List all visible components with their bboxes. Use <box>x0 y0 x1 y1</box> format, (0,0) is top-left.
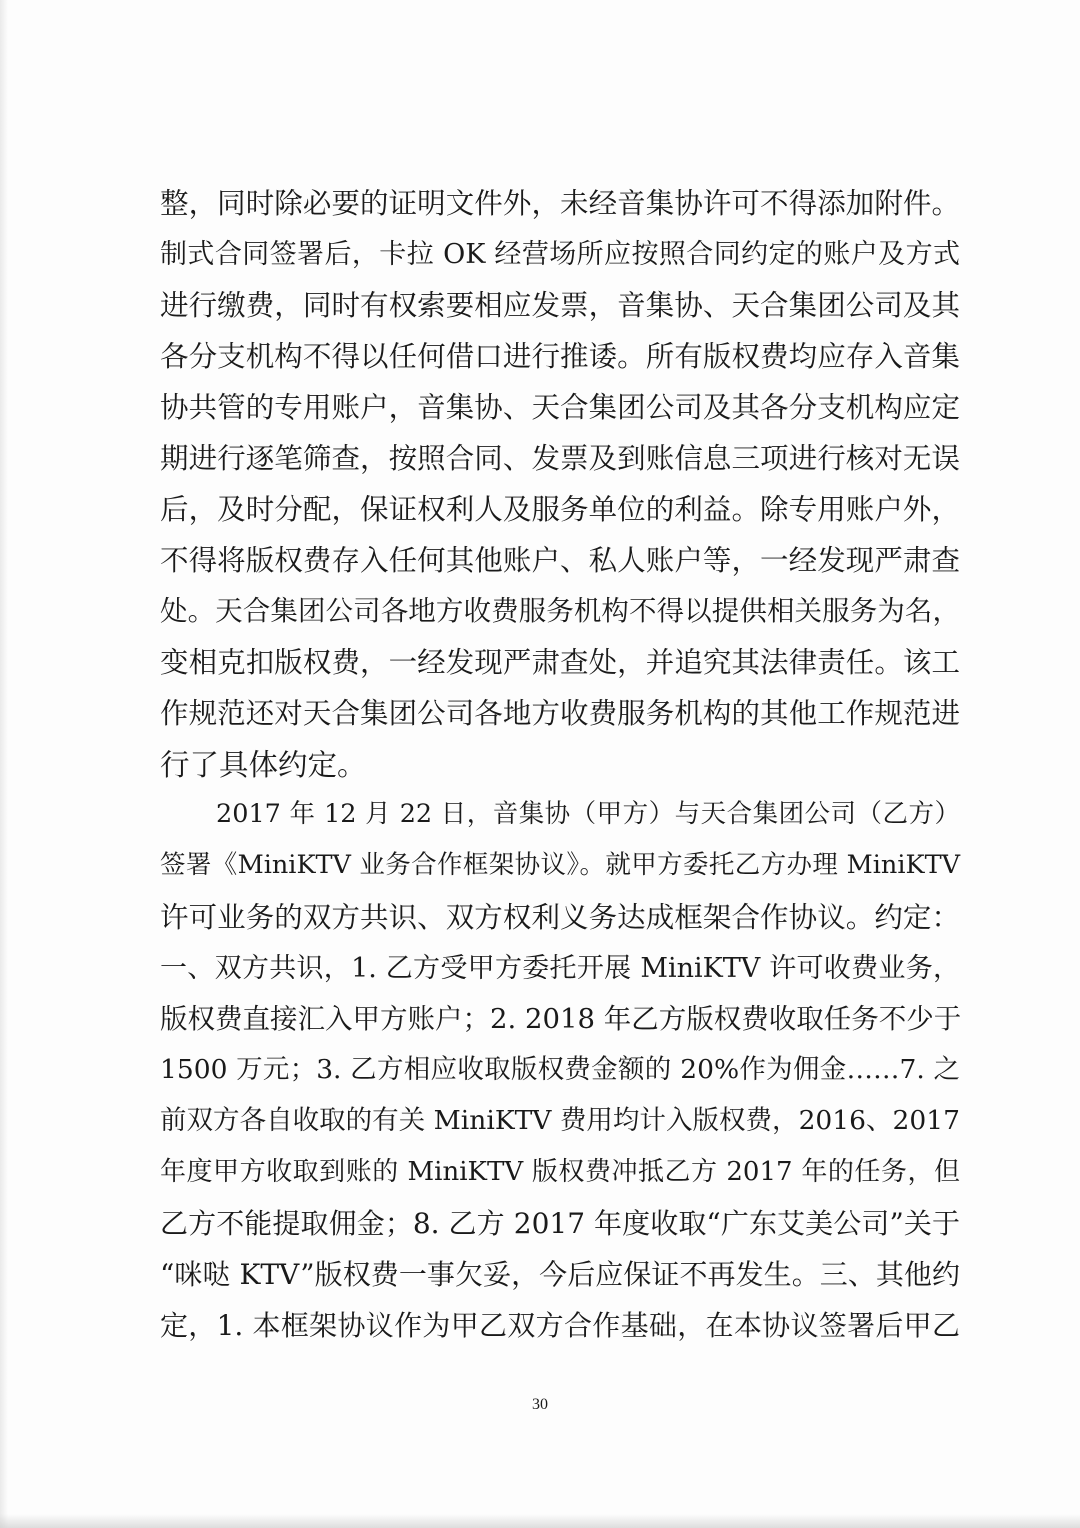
text-line: 定，1. 本框架协议作为甲乙双方合作基础，在本协议签署后甲乙 <box>160 1309 960 1342</box>
text-line: 期进行逐笔筛查，按照合同、发票及到账信息三项进行核对无误 <box>160 442 960 475</box>
text-line: 作规范还对天合集团公司各地方收费服务机构的其他工作规范进 <box>160 697 960 730</box>
text-line: 年度甲方收取到账的 MiniKTV 版权费冲抵乙方 2017 年的任务，但 <box>160 1157 960 1187</box>
text-line: 行了具体约定。 <box>160 748 367 782</box>
scan-edge-left <box>0 0 8 1528</box>
text-line: 后，及时分配，保证权利人及服务单位的利益。除专用账户外， <box>160 493 960 526</box>
page-number: 30 <box>532 1396 548 1413</box>
text-line: 处。天合集团公司各地方收费服务机构不得以提供相关服务为名， <box>160 595 960 627</box>
text-line: 乙方不能提取佣金；8. 乙方 2017 年度收取“广东艾美公司”关于 <box>160 1207 960 1240</box>
text-line: 一、双方共识，1. 乙方受甲方委托开展 MiniKTV 许可收费业务， <box>160 953 960 984</box>
text-line: 前双方各自收取的有关 MiniKTV 费用均计入版权费，2016、2017 <box>160 1105 960 1136</box>
text-line: 整，同时除必要的证明文件外，未经音集协许可不得添加附件。 <box>160 187 960 220</box>
text-line: 不得将版权费存入任何其他账户、私人账户等，一经发现严肃查 <box>160 544 960 577</box>
paragraph-first-line: 2017 年 12 月 22 日，音集协（甲方）与天合集团公司（乙方） <box>216 799 960 829</box>
text-line: 1500 万元；3. 乙方相应收取版权费金额的 20%作为佣金……7. 之 <box>160 1054 960 1085</box>
text-line: 变相克扣版权费，一经发现严肃查处，并追究其法律责任。该工 <box>160 646 960 679</box>
text-line: 进行缴费，同时有权索要相应发票，音集协、天合集团公司及其 <box>160 289 960 322</box>
text-line: 协共管的专用账户，音集协、天合集团公司及其各分支机构应定 <box>160 391 960 424</box>
text-line: “咪哒 KTV”版权费一事欠妥，今后应保证不再发生。三、其他约 <box>160 1258 960 1291</box>
scan-edge-bottom <box>0 1514 1080 1528</box>
text-line: 许可业务的双方共识、双方权利义务达成框架合作协议。约定： <box>160 901 960 934</box>
text-line: 版权费直接汇入甲方账户；2. 2018 年乙方版权费收取任务不少于 <box>160 1003 962 1035</box>
text-line: 签署《MiniKTV 业务合作框架协议》。就甲方委托乙方办理 MiniKTV <box>160 850 960 880</box>
text-line: 各分支机构不得以任何借口进行推诿。所有版权费均应存入音集 <box>160 340 960 373</box>
text-line: 制式合同签署后，卡拉 OK 经营场所应按照合同约定的账户及方式 <box>160 239 960 270</box>
